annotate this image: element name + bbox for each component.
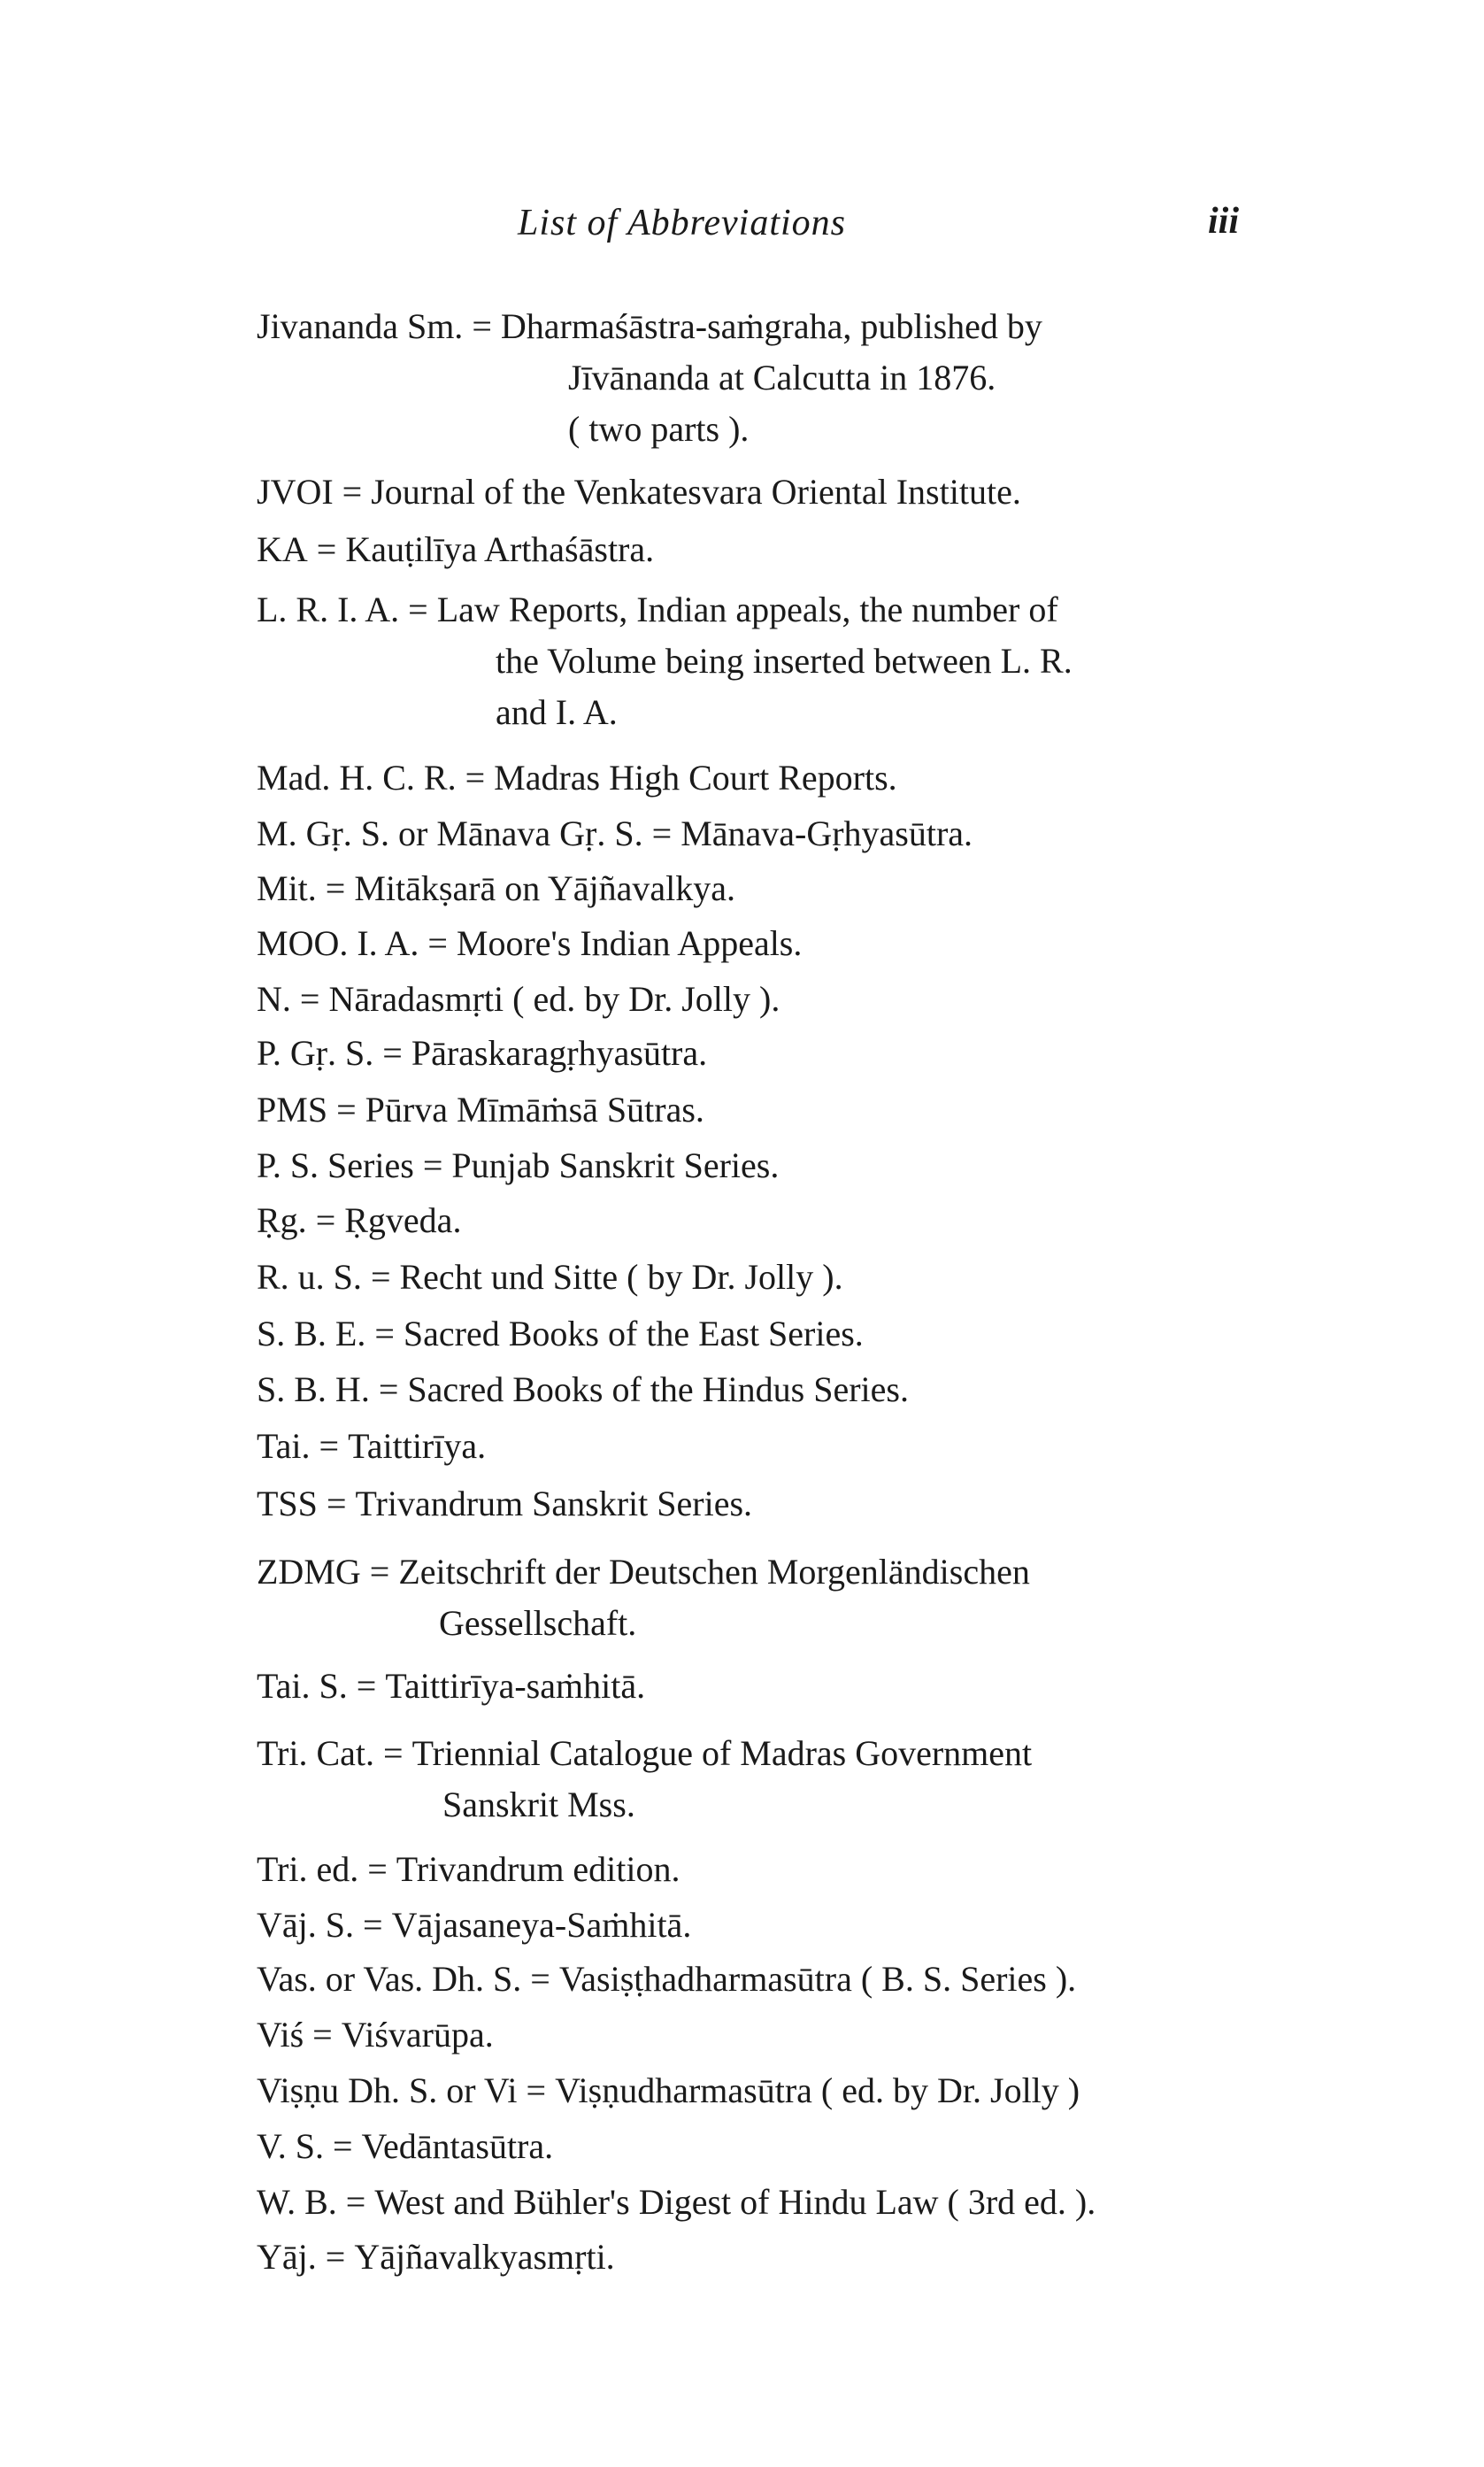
equals-sign: =: [345, 2182, 366, 2222]
abbreviation-term: PMS: [257, 1090, 328, 1129]
abbreviation-term: Mit.: [257, 868, 317, 908]
equals-sign: =: [367, 1849, 388, 1889]
abbreviation-definition: Zeitschrift der Deutschen Morgenländischen: [398, 1552, 1030, 1592]
abbreviation-definition: Recht und Sitte ( by Dr. Jolly ).: [399, 1257, 843, 1297]
equals-sign: =: [312, 2015, 333, 2055]
abbreviation-entry: [257, 524, 1248, 575]
abbreviation-entry: [257, 584, 1248, 636]
abbreviation-term: P. Gṛ. S.: [257, 1033, 374, 1073]
equals-sign: =: [378, 1369, 399, 1409]
abbreviation-term: MOO. I. A.: [257, 923, 419, 963]
abbreviation-term: ZDMG: [257, 1552, 361, 1592]
abbreviation-term: KA: [257, 529, 308, 569]
definition-continuation: ( two parts ).: [568, 409, 750, 449]
abbreviation-definition: Nāradasmṛti ( ed. by Dr. Jolly ).: [328, 979, 780, 1019]
abbreviation-term: N.: [257, 979, 291, 1019]
equals-sign: =: [369, 1552, 390, 1592]
abbreviation-term: Ṛg.: [257, 1200, 307, 1240]
abbreviation-definition: Sacred Books of the Hindus Series.: [407, 1369, 909, 1409]
abbreviation-entry: [257, 301, 1248, 352]
equals-sign: =: [316, 529, 337, 569]
abbreviation-definition: Viśvarūpa.: [341, 2015, 494, 2055]
equals-sign: =: [526, 2070, 547, 2110]
abbreviation-definition: Punjab Sanskrit Series.: [451, 1145, 780, 1185]
abbreviation-entry: [257, 2009, 1248, 2061]
equals-sign: =: [383, 1733, 404, 1773]
abbreviation-definition: Moore's Indian Appeals.: [456, 923, 803, 963]
abbreviation-definition: Journal of the Venkatesvara Oriental Institute.: [371, 472, 1021, 512]
abbreviation-term: R. u. S.: [257, 1257, 362, 1297]
equals-sign: =: [363, 1905, 383, 1945]
abbreviation-entry: [257, 2065, 1248, 2116]
abbreviation-term: Tri. Cat.: [257, 1733, 375, 1773]
abbreviation-entry: [257, 1084, 1248, 1136]
abbreviation-term: V. S.: [257, 2126, 324, 2166]
abbreviation-entry: [257, 1954, 1248, 2005]
abbreviation-definition: Taittirīya.: [348, 1426, 487, 1466]
abbreviation-entry: [257, 2121, 1248, 2172]
abbreviation-term: Viṣṇu Dh. S. or Vi: [257, 2070, 518, 2110]
abbreviation-entry: [257, 1546, 1248, 1598]
abbreviation-term: Jivananda Sm.: [257, 306, 464, 346]
equals-sign: =: [408, 590, 428, 629]
abbreviation-term: Viś: [257, 2015, 304, 2055]
abbreviation-definition: Kauṭilīya Arthaśāstra.: [345, 529, 655, 569]
abbreviation-term: Tri. ed.: [257, 1849, 359, 1889]
abbreviation-term: Vāj. S.: [257, 1905, 354, 1945]
definition-continuation: Jīvānanda at Calcutta in 1876.: [568, 358, 996, 397]
abbreviation-term: L. R. I. A.: [257, 590, 400, 629]
abbreviation-definition: Vasiṣṭhadharmasūtra ( B. S. Series ).: [558, 1959, 1077, 1999]
abbreviation-entry: [257, 2232, 1248, 2283]
abbreviation-definition: Vājasaneya-Saṁhitā.: [391, 1905, 692, 1945]
abbreviation-definition: Sacred Books of the East Series.: [403, 1314, 864, 1353]
abbreviation-entry: [257, 1728, 1248, 1779]
equals-sign: =: [299, 979, 320, 1019]
abbreviation-term: P. S. Series: [257, 1145, 414, 1185]
equals-sign: =: [422, 1145, 443, 1185]
equals-sign: =: [326, 1484, 347, 1523]
abbreviation-term: Vas. or Vas. Dh. S.: [257, 1959, 522, 1999]
equals-sign: =: [530, 1959, 550, 1999]
equals-sign: =: [382, 1033, 403, 1073]
abbreviation-entry: [257, 1252, 1248, 1303]
equals-sign: =: [370, 1257, 391, 1297]
abbreviation-term: S. B. H.: [257, 1369, 370, 1409]
abbreviation-entry: [257, 1308, 1248, 1360]
equals-sign: =: [325, 868, 346, 908]
abbreviation-term: W. B.: [257, 2182, 337, 2222]
equals-sign: =: [319, 1426, 340, 1466]
equals-sign: =: [427, 923, 448, 963]
abbreviation-entry: [257, 466, 1248, 518]
abbreviation-entry: [257, 1844, 1248, 1895]
abbreviation-definition: Pūrva Mīmāṁsā Sūtras.: [365, 1090, 704, 1129]
abbreviation-entry: [257, 1195, 1248, 1246]
abbreviation-entry: [257, 918, 1248, 969]
abbreviation-entry: [257, 974, 1248, 1025]
definition-continuation: Gessellschaft.: [439, 1603, 637, 1643]
abbreviation-definition: Vedāntasūtra.: [361, 2126, 554, 2166]
abbreviation-definition: West and Bühler's Digest of Hindu Law ( 3rd ed. ).: [374, 2182, 1096, 2222]
definition-continuation: the Volume being inserted between L. R.: [496, 641, 1073, 681]
abbreviation-definition: Madras High Court Reports.: [494, 758, 897, 798]
abbreviation-entry: [257, 1661, 1248, 1712]
running-header-title: List of Abbreviations: [518, 203, 847, 243]
equals-sign: =: [332, 2126, 353, 2166]
abbreviation-definition: Ṛgveda.: [344, 1200, 462, 1240]
equals-sign: =: [342, 472, 363, 512]
abbreviation-definition: Mānava-Gṛhyasūtra.: [680, 813, 973, 853]
abbreviation-entry: [257, 808, 1248, 860]
abbreviation-term: Yāj.: [257, 2237, 317, 2277]
abbreviation-definition: Mitākṣarā on Yājñavalkya.: [354, 868, 735, 908]
abbreviation-entry: [257, 2177, 1248, 2228]
abbreviation-definition: Triennial Catalogue of Madras Government: [411, 1733, 1033, 1773]
abbreviation-term: Tai.: [257, 1426, 311, 1466]
abbreviation-definition: Taittirīya-saṁhitā.: [385, 1666, 646, 1706]
abbreviation-term: Mad. H. C. R.: [257, 758, 457, 798]
abbreviation-definition: Trivandrum edition.: [396, 1849, 680, 1889]
abbreviation-term: M. Gṛ. S. or Mānava Gṛ. S.: [257, 813, 643, 853]
abbreviation-entry: [257, 752, 1248, 804]
abbreviation-entry: [257, 1140, 1248, 1191]
abbreviation-entry: [257, 863, 1248, 914]
equals-sign: =: [472, 306, 492, 346]
abbreviation-term: JVOI: [257, 472, 334, 512]
abbreviation-entry: [257, 1478, 1248, 1530]
abbreviation-entry: [257, 1900, 1248, 1951]
equals-sign: =: [325, 2237, 346, 2277]
equals-sign: =: [336, 1090, 357, 1129]
abbreviation-definition: Pāraskaragṛhyasūtra.: [411, 1033, 708, 1073]
equals-sign: =: [465, 758, 486, 798]
abbreviation-term: TSS: [257, 1484, 318, 1523]
abbreviation-definition: Viṣṇudharmasūtra ( ed. by Dr. Jolly ): [555, 2070, 1080, 2110]
abbreviation-entry: [257, 1421, 1248, 1472]
equals-sign: =: [315, 1200, 336, 1240]
abbreviation-term: Tai. S.: [257, 1666, 348, 1706]
abbreviation-entry: [257, 1028, 1248, 1079]
definition-continuation: Sanskrit Mss.: [442, 1785, 635, 1824]
abbreviation-definition: Dharmaśāstra-saṁgraha, published by: [500, 306, 1042, 346]
abbreviation-entry: [257, 1364, 1248, 1415]
abbreviation-definition: Law Reports, Indian appeals, the number of: [436, 590, 1058, 629]
equals-sign: =: [374, 1314, 395, 1353]
definition-continuation: and I. A.: [496, 692, 618, 732]
page-number: iii: [1208, 201, 1240, 242]
abbreviation-definition: Yājñavalkyasmṛti.: [354, 2237, 615, 2277]
abbreviation-term: S. B. E.: [257, 1314, 366, 1353]
abbreviation-definition: Trivandrum Sanskrit Series.: [355, 1484, 753, 1523]
equals-sign: =: [651, 813, 673, 853]
equals-sign: =: [356, 1666, 377, 1706]
